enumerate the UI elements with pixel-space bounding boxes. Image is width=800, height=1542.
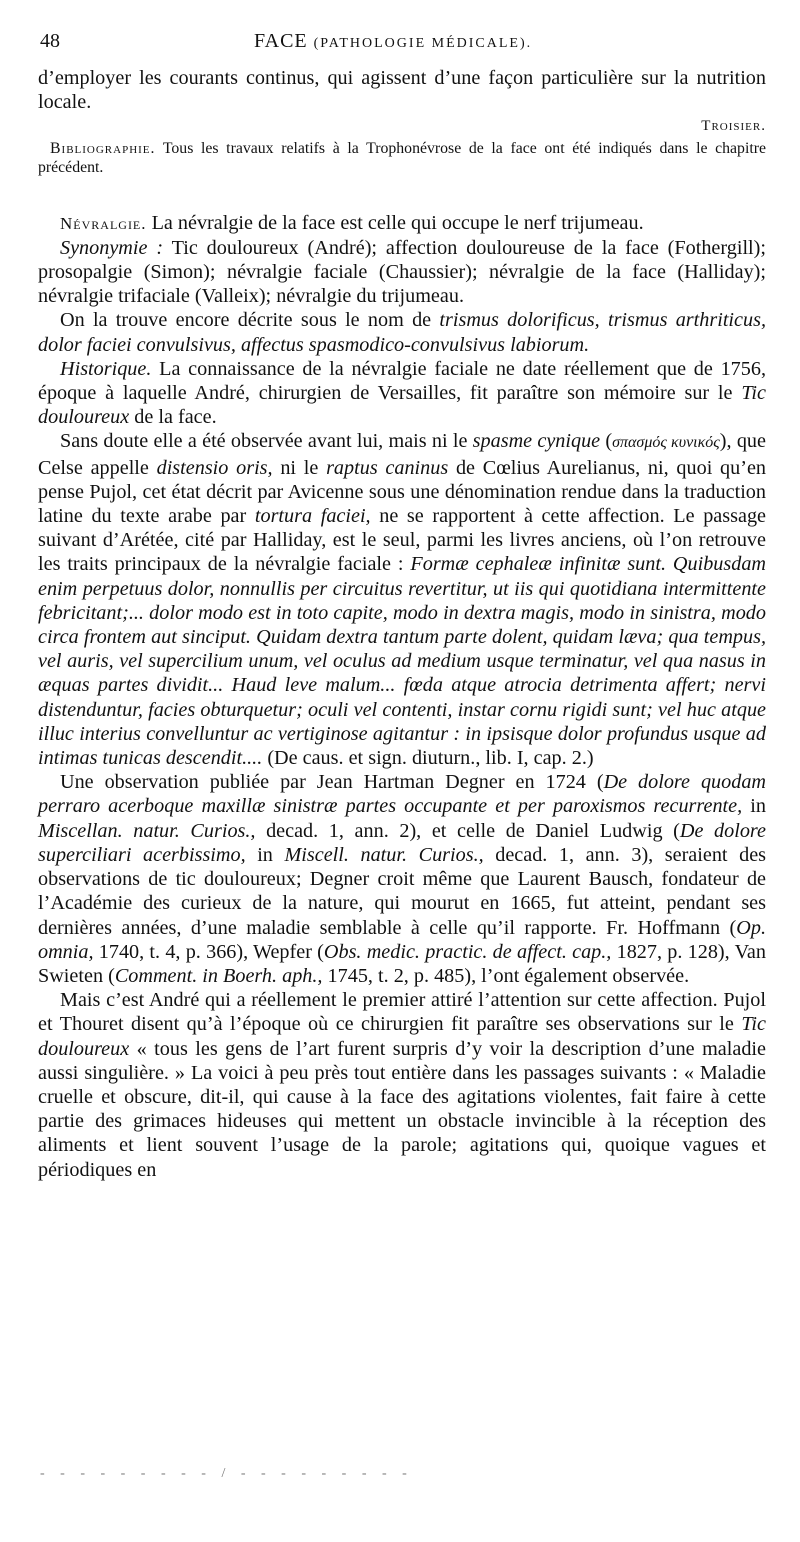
- text-run: « tous les gens de l’art furent surpris d’y voir la description d’une maladie aussi singulière. » La voici à peu près tout entière dans les passages suivants : « Maladie cruelle et obscure, dit-il, qui cause à la face des agitations violentes, fait faire à cette partie des grimaces hideuses qui mettent un obstacle invincible à la réception des aliments et lient souvent l’usage de la parole; agitations qui, quoique vagues et périodiques en: [38, 1037, 766, 1181]
- section-spacer: [38, 177, 766, 211]
- text-run: de Cœlius Aurelianus, ni, quoi qu’en pense Pujol, cet état décrit par Avicenne sous une dénomination rendue dans la traduction latine du texte arabe par: [38, 456, 766, 528]
- scan-artifacts: - - - - - - - - - / - - - - - - - - -: [40, 1466, 413, 1481]
- section-label-nevralgie: Névralgie.: [60, 213, 147, 233]
- paragraph-degner: [38, 770, 766, 988]
- section-label-synonymie: Synonymie :: [60, 236, 164, 259]
- italic-run: Op. omnia,: [38, 916, 766, 963]
- running-head-subtitle: (PATHOLOGIE MÉDICALE).: [313, 36, 533, 51]
- text-run: Une observation publiée par Jean Hartman Degner en 1724 (: [60, 771, 604, 794]
- bibliography-note: [38, 139, 766, 177]
- paragraph-trouve: [38, 308, 766, 356]
- text-run: Mais c’est André qui a réellement le premier attiré l’attention sur cette affection. Pujol et Thouret disent qu’à l’époque où ce chirurgien fit paraître ses observations sur le: [38, 989, 766, 1036]
- italic-run: Comment. in Boerh. aph.,: [114, 964, 323, 987]
- synonymie-text: Tic douloureux (André); affection douloureuse de la face (Fothergill); prosopalgie (Simon); névralgie faciale (Chaussier); névralgie de la face (Halliday); névralgie trifaciale (Valleix); névralgie du trijumeau.: [38, 236, 766, 308]
- running-head-title: FACE: [254, 30, 308, 52]
- text-run: in: [742, 795, 766, 818]
- text-run: La connaissance de la névralgie faciale ne date réellement que de 1756, époque à laquelle André, chirurgien de Versailles, fit paraître son mémoire sur le: [38, 357, 766, 405]
- text-run: ne se rapportent à cette affection. Le passage suivant d’Arétée, cité par Halliday, est le seul, parmi les livres anciens, où l’on retrouve les traits principaux de la névralgie faciale :: [38, 505, 766, 576]
- text-run: ni le: [272, 456, 327, 479]
- text-run: ), que Celse appelle: [38, 430, 766, 479]
- greek-term: σπασμός κυνικός: [612, 434, 720, 452]
- italic-run: spasme cynique: [472, 430, 601, 453]
- text-run: Sans doute elle a été observée avant lui, mais ni le: [60, 430, 473, 453]
- italic-run: Miscell. natur. Curios.,: [284, 843, 484, 866]
- text-run: (: [600, 430, 613, 453]
- text-run: 1740, t. 4, p. 366), Wepfer (: [93, 940, 324, 963]
- author-signature: [38, 114, 766, 138]
- latin-terms: trismus dolorificus, trismus arthriticus, dolor faciei convulsivus, affectus spasmodico-convulsivus labiorum.: [38, 309, 766, 356]
- italic-run: raptus caninus: [326, 456, 449, 479]
- paragraph-synonymie: [38, 236, 766, 309]
- section-label-historique: Historique.: [60, 357, 152, 380]
- text-run: On la trouve encore décrite sous le nom de: [60, 309, 440, 332]
- signature-text: Troisier.: [701, 118, 766, 135]
- page-header: [40, 30, 762, 56]
- latin-quotation: Formæ cephaleæ infinitæ sunt. Quibusdam enim perpetuus dolor, nonnullis per circuitus revertitur, ut iis qui quotidiana intermittente febricitant;... dolor modo est in toto capite, modo in dextra magis, modo in sinistra, modo circa frontem aut sinciput. Quidam dextra tantum parte dolent, quidam læva; qua tempus, vel auris, vel supercilium unum, vel oculus ad medium usque terminatur, vel qua nasus in æquas partes dividit... Haud leve malum... fœda atque atrocia detrimenta affert; nervi distenduntur, facies obturquetur; oculi vel contenti, instar cornu rigidi sunt; vel huc atque illuc interius convelluntur ac vertiginose agitantur : in ipsisque dolor profundus usque ad intimas tunicas descendit....: [38, 553, 767, 770]
- paragraph-historique: [38, 357, 766, 430]
- italic-run: tortura faciei,: [254, 505, 371, 528]
- text-run: 1827, p. 128), Van Swieten (: [38, 940, 766, 987]
- page-number: 48: [40, 30, 60, 52]
- paragraph-continuation: d’employer les courants continus, qui agissent d’une façon particulière sur la nutrition locale.: [38, 67, 766, 114]
- text-run: de la face.: [129, 406, 217, 429]
- text-run: 1745, t. 2, p. 485), l’ont également observée.: [322, 964, 690, 987]
- bibliography-text: Tous les travaux relatifs à la Trophonévrose de la face ont été indiqués dans le chapitre précédent.: [38, 139, 766, 176]
- italic-run: Obs. medic. practic. de affect. cap.,: [323, 940, 612, 963]
- italic-run: De dolore superciliari acerbissimo,: [38, 819, 766, 866]
- italic-run: Tic douloureux: [38, 382, 766, 429]
- nevralgie-text: La névralgie de la face est celle qui occupe le nerf trijumeau.: [146, 211, 644, 234]
- paragraph-sans-doute: [38, 429, 766, 770]
- text-run: in: [245, 843, 285, 866]
- citation: (De caus. et sign. diuturn., lib. I, cap. 2.): [262, 747, 594, 770]
- paragraph-andre: [38, 988, 766, 1182]
- running-head: [254, 30, 532, 53]
- italic-run: De dolore quodam perraro acerboque maxillæ sinistræ partes occupante et per paroxismos recurrente,: [38, 771, 766, 818]
- italic-run: Miscellan. natur. Curios.,: [38, 819, 256, 842]
- page-body: [38, 66, 766, 1182]
- paragraph-nevralgie: [38, 211, 766, 236]
- text-run: decad. 1, ann. 3), seraient des observations de tic douloureux; Degner croit même que Laurent Bausch, fondateur de l’Académie des curieux de la nature, qui mourut en 1665, fut atteint, pendant ses dernières années, d’une maladie semblable à celle qu’il rapporte. Fr. Hoffmann (: [38, 843, 767, 939]
- bibliography-label: Bibliographie.: [50, 139, 156, 157]
- italic-run: Tic douloureux: [38, 1013, 766, 1060]
- italic-run: distensio oris,: [156, 456, 273, 479]
- text-run: decad. 1, ann. 2), et celle de Daniel Ludwig (: [255, 819, 680, 842]
